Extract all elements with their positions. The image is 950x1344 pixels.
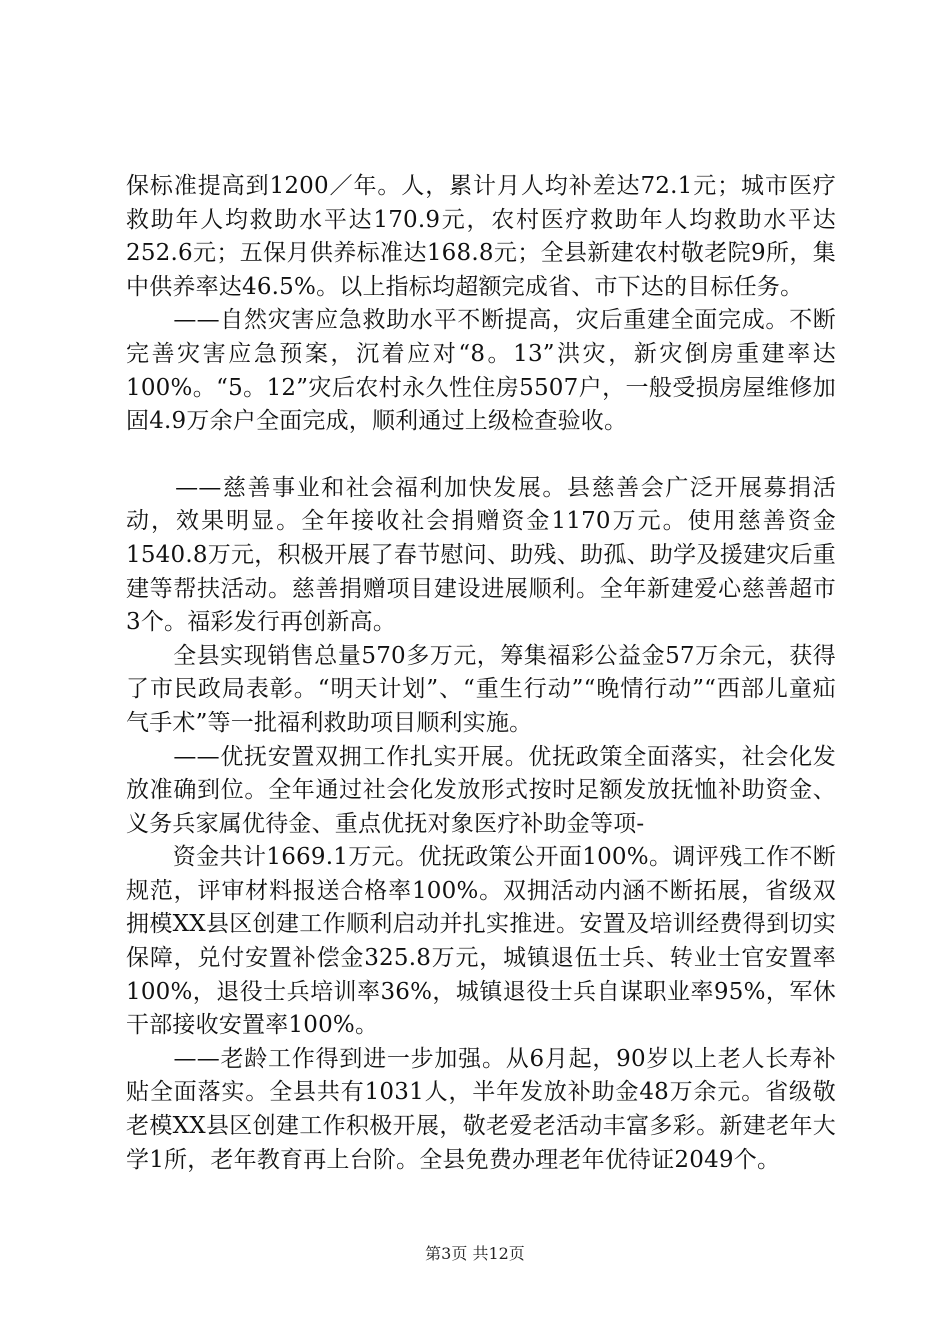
paragraph-relief-standards: 保标准提高到1200／年。人，累计月人均补差达72.1元；城市医疗救助年人均救助水平达170.9元，农村医疗救助年人均救助水平达252.6元；五保月供养标准达168.8元；全县新建农村敬老院9所，集中供养率达46.5%。以上指标均超额完成省、市下达的目标任务。 — [126, 173, 836, 300]
document-body — [126, 170, 836, 1177]
paragraph-lottery-sales: 全县实现销售总量570多万元，筹集福彩公益金57万余元，获得了市民政局表彰。“明天计划”、“重生行动”“晚情行动”“西部儿童疝气手术”等一批福利救助项目顺利实施。 — [126, 642, 836, 736]
paragraph-disaster-relief: ——自然灾害应急救助水平不断提高，灾后重建全面完成。不断完善灾害应急预案，沉着应对“8。13”洪灾，新灾倒房重建率达100%。“5。12”灾后农村永久性住房5507户，一般受损房屋维修加固4.9万余户全面完成，顺利通过上级检查验收。 — [126, 307, 836, 435]
paragraph-preferential-care: ——优抚安置双拥工作扎实开展。优抚政策全面落实，社会化发放准确到位。全年通过社会化发放形式按时足额发放抚恤补助资金、义务兵家属优待金、重点优抚对象医疗补助金等项- — [126, 743, 836, 837]
page-footer: 第3页 共12页 — [425, 1244, 525, 1263]
paragraph-charity-welfare: ——慈善事业和社会福利加快发展。县慈善会广泛开展募捐活动，效果明显。全年接收社会捐赠资金1170万元。使用慈善资金1540.8万元，积极开展了春节慰问、助残、助孤、助学及援建灾后重建等帮扶活动。慈善捐赠项目建设进展顺利。全年新建爱心慈善超市3个。福彩发行再创新高。 — [126, 474, 836, 636]
paragraph-elderly-work: ——老龄工作得到进一步加强。从6月起，90岁以上老人长寿补贴全面落实。全县共有1031人，半年发放补助金48万余元。省级敬老模XX县区创建工作积极开展，敬老爱老活动丰富多彩。新建老年大学1所，老年教育再上台阶。全县免费办理老年优待证2049个。 — [126, 1045, 836, 1173]
paragraph-funds-resettlement: 资金共计1669.1万元。优抚政策公开面100%。调评残工作不断规范，评审材料报送合格率100%。双拥活动内涵不断拓展，省级双拥模XX县区创建工作顺利启动并扎实推进。安置及培训经费得到切实保障，兑付安置补偿金325.8万元，城镇退伍士兵、转业士官安置率100%，退役士兵培训率36%，城镇退役士兵自谋职业率95%，军休干部接收安置率100%。 — [126, 844, 836, 1039]
